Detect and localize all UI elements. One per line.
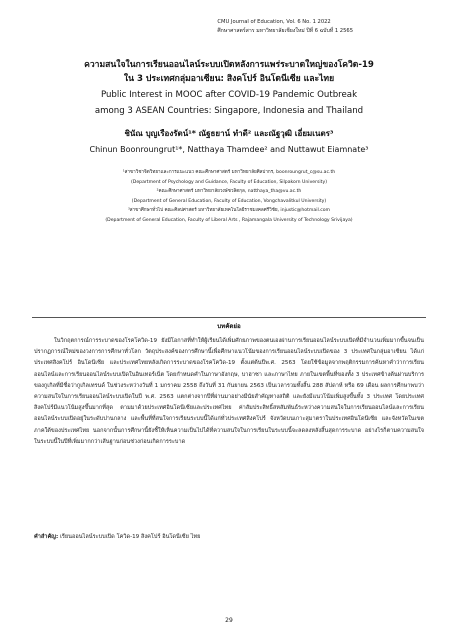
page-number: 29	[225, 617, 233, 624]
affiliation-line: (Department of General Education, Faculty of Education, Vongchavalitkul University)	[131, 198, 327, 204]
affiliation-line: (Department of Psychology and Guidance, Faculty of Education, Silpakorn University)	[131, 179, 327, 185]
keywords-text: เรียนออนไลน์ระบบเปิด โควิด-19 สิงคโปร์ อินโดนีเซีย ไทย	[59, 534, 201, 540]
keywords-label: คำสำคัญ:	[34, 534, 59, 540]
abstract-body	[34, 336, 424, 448]
journal-name-th: ศึกษาศาสตร์สาร มหาวิทยาลัยเชียงใหม่ ปีที่ 6 ฉบับที่ 1 2565	[217, 28, 353, 34]
title-en-line-2: among 3 ASEAN Countries: Singapore, Indonesia and Thailand	[94, 106, 364, 116]
affiliation-line: ¹สาขาวิชาจิตวิทยาและการแนะแนว คณะศึกษาศาสตร์ มหาวิทยาลัยศิลปากร, boonroungrut_c@su.ac.th	[122, 170, 336, 175]
keywords	[34, 532, 424, 542]
abstract-heading: บทคัดย่อ	[217, 323, 241, 330]
affiliation-line: ²คณะศึกษาศาสตร์ มหาวิทยาลัยวงษ์ชวลิตกุล, natthaya_tha@vu.ac.th	[156, 189, 302, 195]
abstract-paragraph: ในวิกฤตการณ์การระบาดของโรคโควิด-19 ยังมีโอกาสที่ทำให้ผู้เรียนได้เพิ่มศักยภาพของตนเองผ่านการเรียนออนไลน์ระบบเปิดที่มีจำนวนเพิ่มมากขึ้นจนเป็นปรากฏการณ์ใหม่ของวงการการศึกษาทั่วโลก วัตถุประสงค์ของการศึกษานี้เพื่อศึกษาแนวโน้มของการเรียนออนไลน์ระบบเปิดของ 3 ประเทศในกลุ่มอาเซียน ได้แก่ ประเทศสิงคโปร์ อินโดนีเซีย และประเทศไทยหลังเกิดการระบาดของโรคโควิด-19 ตั้งแต่ต้นปีพ.ศ. 2563 โดยใช้ข้อมูลจากพฤติกรรมการค้นหาคำว่าการเรียนออนไลน์และการเรียนออนไลน์ระบบเปิดในอินเทอร์เน็ต โดยกำหนดคำในภาษาอังกฤษ, บาฮาซา และภาษาไทย ภายในเขตพื้นที่ของทั้ง 3 ประเทศข้างต้นผ่านบริการของกูเกิลที่มีชื่อว่ากูเกิลเทรนด์ ในช่วงระหว่างวันที่ 1 มกราคม 2558 ถึงวันที่ 31 กันยายน 2563 เป็นเวลารวมทั้งสิ้น 288 สัปดาห์ หรือ 69 เดือน ผลการศึกษาพบว่าความสนใจในการเรียนออนไลน์ระบบเปิดในปี พ.ศ. 2563 แตกต่างจากปีที่ผ่านมาอย่างมีนัยสำคัญทางสถิติ และยังมีแนวโน้มเพิ่มสูงขึ้นทั้ง 3 ประเทศ โดยประเทศสิงคโปร์มีแนวโน้มสูงขึ้นมากที่สุด ตามมาด้วยประเทศอินโดนีเซียและประเทศไทย ค่าสัมประสิทธิ์สหสัมพันธ์ระหว่างความสนใจในการเรียนออนไลน์และการเรียนออนไลน์ระบบเปิดอยู่ในระดับปานกลาง และพื้นที่ที่สนใจการเรียนระบบนี้ได้แก่ทั่วประเทศสิงคโปร์ จังหวัดบนเกาะสุมาตราในประเทศอินโดนีเซีย และจังหวัดในเขตภาคใต้ของประเทศไทย นอกจากนั้นการศึกษานี้ยังชี้ให้เห็นความเป็นไปได้ที่ความสนใจในการเรียนในระบบนี้จะลดลงหลังสิ้นสุดการระบาด อย่างไรก็ตามความสนใจในระบบนี้ในปีที่เพิ่มมากกว่าเส้นฐานก่อนช่วงก่อนเกิดการระบาด	[34, 338, 424, 445]
affiliation-line: ³สาขาศึกษาทั่วไป คณะศิลปศาสตร์ มหาวิทยาลัยเทคโนโลยีราชมงคลศรีวิชัย, injustic@hotmail.com	[127, 208, 331, 214]
title-en-line-1: Public Interest in MOOC after COVID-19 Pandemic Outbreak	[100, 90, 358, 100]
affiliation-line: (Department of General Education, Faculty of Liberal Arts , Rajamangala University of Technology Srivijaya)	[105, 217, 353, 223]
title-block	[40, 58, 418, 118]
affiliations	[20, 168, 438, 226]
authors-en: Chinun Boonroungrut¹*, Natthaya Thamdee² and Nuttawut Eiamnate³	[89, 145, 369, 154]
section-divider	[32, 317, 426, 318]
running-head	[217, 18, 353, 36]
title-th-line-1: ความสนใจในการเรียนออนไลน์ระบบเปิดหลังการแพร่ระบาดใหญ่ของโควิด-19	[84, 60, 374, 70]
authors-th: ชินัณ บุญเรืองรัตน์¹* ณัฐธยาน์ ทำดี² และณัฐวุฒิ เอี่ยมเนตร³	[124, 129, 334, 138]
title-th-line-2: ใน 3 ประเทศกลุ่มอาเซียน: สิงคโปร์ อินโดนีเซีย และไทย	[123, 74, 335, 84]
journal-name-en: CMU Journal of Education, Vol. 6 No. 1 2022	[217, 19, 331, 25]
